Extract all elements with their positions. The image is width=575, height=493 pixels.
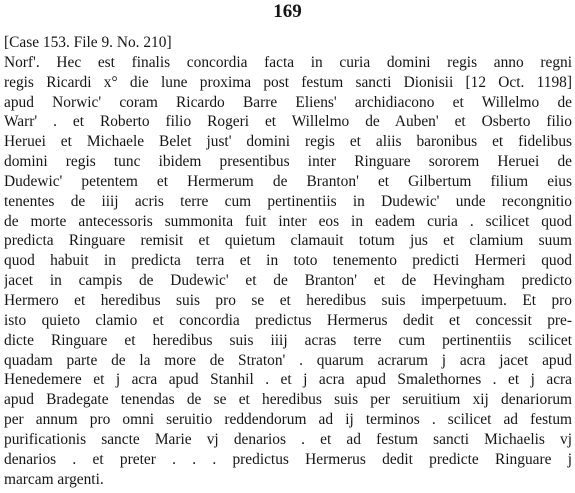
- text-line: jacet in campis de Dudewic' et de Branton' et de Hevingham predicto: [4, 272, 572, 290]
- text-line: denarios . et preter . . . predictus Hermerus dedit predicte Ringuare j: [4, 450, 572, 468]
- text-line: regis Ricardi x° die lune proxima post festum sancti Dionisii [12 Oct. 1198]: [4, 73, 572, 91]
- text-line: dicte Ringuare et heredibus suis iiij acras terre cum pertinentiis scilicet: [4, 331, 572, 349]
- text-line: purificationis sancte Marie vj denarios . et ad festum sancti Michaelis vj: [4, 430, 572, 448]
- text-line: Henedemere et j acra apud Stanhil . et j acra apud Smalethornes . et j acra: [4, 371, 572, 389]
- text-line: domini regis tunc ibidem presentibus inter Ringuare sororem Heruei de: [4, 153, 572, 171]
- text-line: isto quieto clamio et concordia predictus Hermerus dedit et concessit pre-: [4, 311, 572, 329]
- text-line: predicta Ringuare remisit et quietum clamauit totum jus et clamium suum: [4, 232, 572, 250]
- text-line: marcam argenti.: [4, 470, 104, 488]
- case-reference-line: [Case 153. File 9. No. 210]: [4, 34, 172, 51]
- text-line: apud Bradegate tenendas de se et heredibus suis per seruitium xij denariorum: [4, 391, 572, 409]
- text-line: per annum pro omni seruitio reddendorum ad ij terminos . scilicet ad festum: [4, 411, 572, 429]
- text-line: Norf'. Hec est finalis concordia facta in curia domini regis anno regni: [4, 53, 572, 71]
- text-line: Warr' . et Roberto filio Rogeri et Willelmo de Auben' et Osberto filio: [4, 113, 572, 131]
- document-body: [4, 33, 572, 489]
- text-line: tenentes de iiij acris terre cum pertinentiis in Dudewic' unde recongnitio: [4, 192, 572, 210]
- text-line: Dudewic' petentem et Hermerum de Branton' et Gilbertum filium eius: [4, 172, 572, 190]
- text-line: quod habuit in predicta terra et in toto tenemento predicti Hermeri quod: [4, 252, 572, 270]
- text-line: Heruei et Michaele Belet just' domini regis et aliis baronibus et fidelibus: [4, 133, 572, 151]
- text-line: quadam parte de la more de Straton' . quarum acrarum j acra jacet apud: [4, 351, 572, 369]
- text-line: Hermero et heredibus suis pro se et heredibus suis imperpetuum. Et pro: [4, 291, 572, 309]
- text-line: apud Norwic' coram Ricardo Barre Eliens' archidiacono et Willelmo de: [4, 93, 572, 111]
- text-line: de morte antecessoris summonita fuit inter eos in eadem curia . scilicet quod: [4, 212, 572, 230]
- page-number: 169: [273, 1, 302, 22]
